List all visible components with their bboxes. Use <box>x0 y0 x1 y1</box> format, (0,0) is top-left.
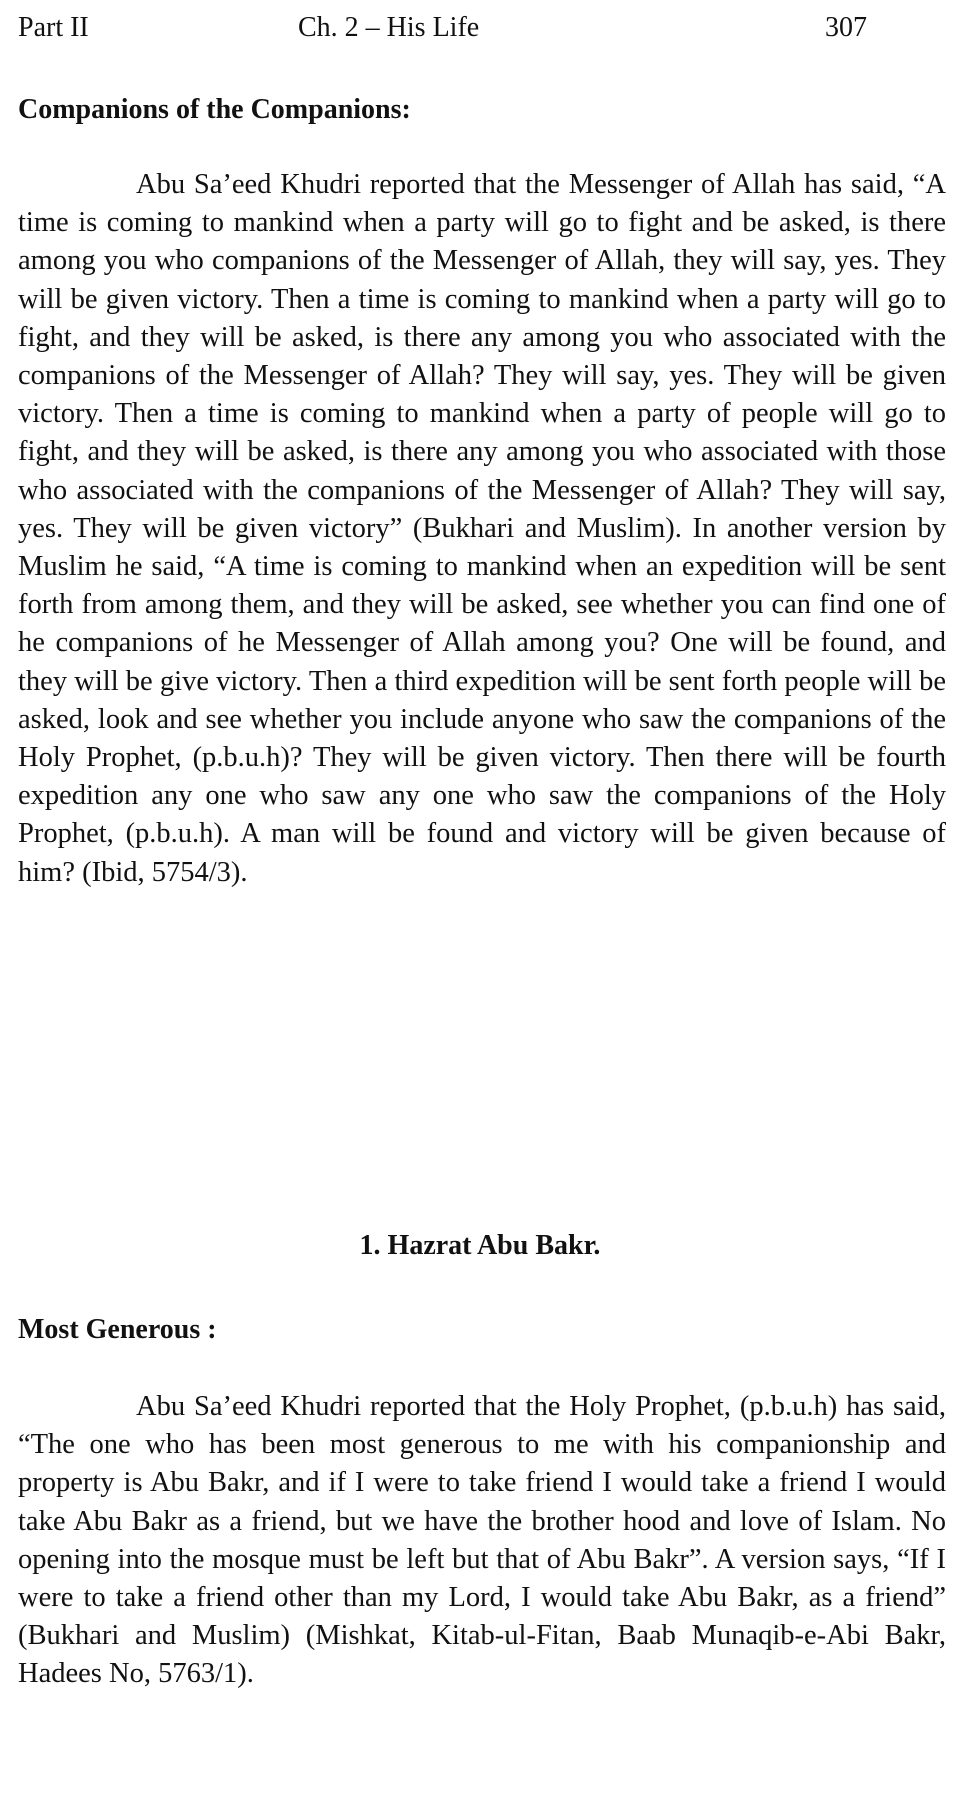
paragraph-most-generous: Abu Sa’eed Khudri reported that the Holy Prophet, (p.b.u.h) has said, “The one who has been most generous to me with his companionship and property is Abu Bakr, and if I were to take friend I would take a friend I would take Abu Bakr as a friend, but we have the brother hood and love of Islam. No opening into the mosque must be left but that of Abu Bakr”. A version says, “If I were to take a friend other than my Lord, I would take Abu Bakr, as a friend” (Bukhari and Muslim) (Mishkat, Kitab-ul-Fitan, Baab Munaqib-e-Abi Bakr, Hadees No, 5763/1). <box>18 1391 946 1690</box>
numbered-heading-abu-bakr: 1. Hazrat Abu Bakr. <box>359 1230 601 1261</box>
paragraph-companions: Abu Sa’eed Khudri reported that the Messenger of Allah has said, “A time is coming to mankind when a party will go to fight and be asked, is there among you who companions of the Messenger of Allah, they will say, yes. They will be given victory. Then a time is coming to mankind when a party will go to fight, and they will be asked, is there any among you who associated with the companions of the Messenger of Allah? They will say, yes. They will be given victory. Then a time is coming to mankind when a party of people will go to fight, and they will be asked, is there any among you who associated with those who associated with the companions of the Messenger of Allah? They will say, yes. They will be given victory” (Bukhari and Muslim). In another version by Muslim he said, “A time is coming to mankind when an expedition will be sent forth from among them, and they will be asked, see whether you can find one of he companions of he Messenger of Allah among you? One will be found, and they will be give victory. Then a third expedition will be sent forth people will be asked, look and see whether you include anyone who saw the companions of the Holy Prophet, (p.b.u.h)? They will be given victory. Then there will be fourth expedition any one who saw any one who saw the companions of the Holy Prophet, (p.b.u.h). A man will be found and victory will be given because of him? (Ibid, 5754/3). <box>18 169 946 888</box>
chapter-title: Ch. 2 – His Life <box>298 12 480 43</box>
part-label: Part II <box>18 12 89 43</box>
section-heading-most-generous: Most Generous : <box>18 1314 217 1345</box>
running-header <box>18 8 938 48</box>
section-heading-companions: Companions of the Companions: <box>18 94 411 125</box>
page-number: 307 <box>825 12 867 43</box>
